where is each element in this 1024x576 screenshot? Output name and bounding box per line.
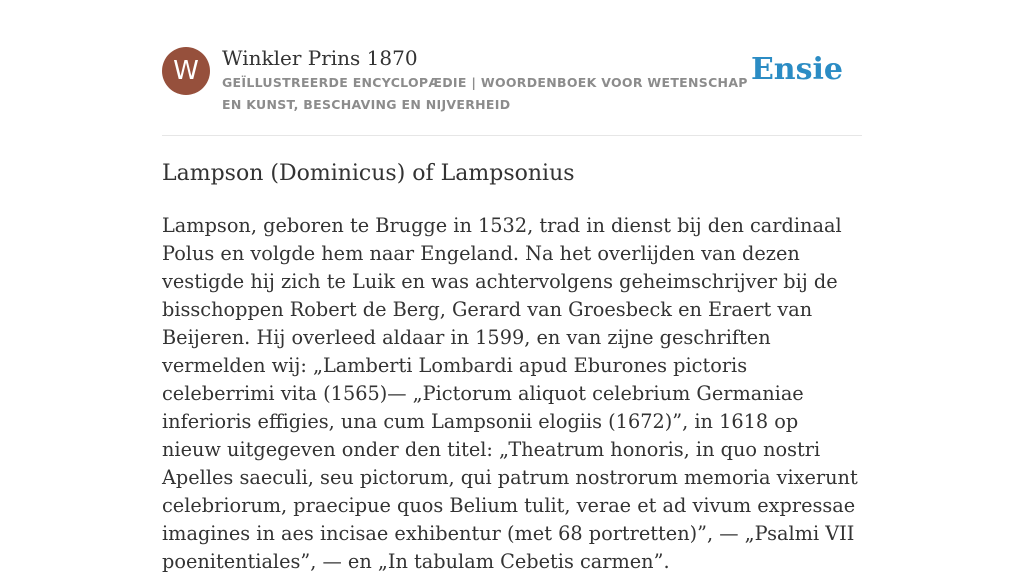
ensie-logo[interactable]: Ensie [750, 52, 843, 87]
source-title-link[interactable]: Winkler Prins 1870 [222, 46, 418, 70]
article-title: Lampson (Dominicus) of Lampsonius [162, 161, 575, 186]
source-header [162, 44, 862, 124]
header-divider [162, 135, 862, 136]
source-subtitle: GEÏLLUSTREERDE ENCYCLOPÆDIE | WOORDENBOEK VOOR WETENSCHAP EN KUNST, BESCHAVING EN NIJVERHEID [222, 75, 748, 112]
article-body: Lampson, geboren te Brugge in 1532, trad in dienst bij den cardinaal Polus en volgde hem naar Engeland. Na het overlijden van dezen vestigde hij zich te Luik en was achtervolgens geheimschrijver bij de bisschoppen Robert de Berg, Gerard van Groesbeck en Eraert van Beijeren. Hij overleed aldaar in 1599, en van zijne geschriften vermelden wij: „Lamberti Lombardi apud Eburones pictoris celeberrimi vita (1565)— „Pictorum aliquot celebrium Germaniae inferioris effigies, una cum Lampsonii elogiis (1672)”, in 1618 op nieuw uitgegeven onder den titel: „Theatrum honoris, in quo nostri Apelles saeculi, seu pictorum, qui patrum nostrorum memoria vixerunt celebriorum, praecipue quos Belium tulit, verae et ad vivum expressae imagines in aes incisae exhibentur (met 68 portretten)”, — „Psalmi VII poenitentiales”, — en „In tabulam Cebetis carmen”. [162, 214, 858, 573]
source-avatar[interactable]: W [162, 47, 210, 95]
